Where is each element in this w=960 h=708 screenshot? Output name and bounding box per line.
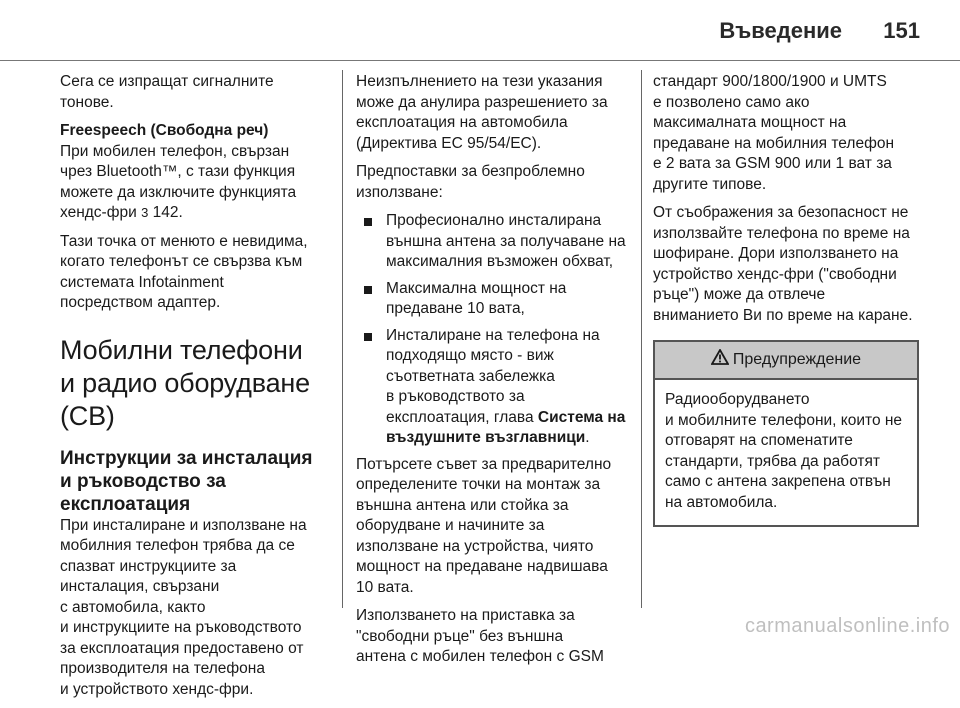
bullet-square-icon [364,333,372,341]
paragraph-mounting-advice: Потърсете съвет за предварително определените точки на монтаж за външна антена или стойка за оборудване и начините за използване на устройства, чиято мощност на предаване надвишава 10 вата. [356,455,612,596]
airbag-chapter-link[interactable]: Система на въздушните възглавници [386,408,626,446]
warning-header [655,342,917,380]
warning-triangle-icon [711,349,729,372]
paragraph-safety: От съображения за безопасност не използвайте телефона по време на шофиране. Дори използването на устройство хендс-фри ("свободни ръце") може да отвлече вниманието Ви по време на каране. [653,204,913,324]
column-2 [356,72,632,676]
warning-body: Радиооборудването и мобилните телефони, които не отговарят на споменатите стандарти, трябва да работят само с антена закрепена отвън на автомобила. [665,391,903,511]
paragraph-tones: Сега се изпращат сигналните тонове. [60,73,274,111]
bullet-square-icon [364,286,372,294]
column-3 [653,72,923,527]
list-item: Максимална мощност на предаване 10 вата, [356,279,632,320]
warning-title: Предупреждение [732,350,862,368]
paragraph-handsfree-gsm: Използването на приставка за "свободни ръце" без външна антена с мобилен телефон с GSM [356,607,604,665]
page-title: Въведение [719,18,842,43]
bullet-square-icon [364,218,372,226]
freespeech-text: При мобилен телефон, свързан чрез Bluetooth™, с тази функция можете да изключите функцията хендс-фри [60,142,297,221]
list-item: Професионално инсталирана външна антена за получаване на максималния възможен обхват, [356,211,632,273]
subsection-heading: Инструкции за инсталация и ръководство за експлоатация [60,447,313,515]
prerequisites-list [356,211,632,449]
page-number: 151 [883,18,920,43]
paragraph-installation: При инсталиране и използване на мобилния телефон трябва да се спазват инструкциите за инсталация, свързани с автомобила, както и инструкциите на ръководството за експлоатация предоставено от производителя на телефона и устройството хендс-фри. [60,516,307,698]
page-reference-number[interactable]: 142. [148,204,183,221]
paragraph-directive: Неизпълнението на тези указания може да анулира разрешението за експлоатация на автомобила (Директива ЕС 95/54/ЕС). [356,73,608,152]
page-header [0,0,960,58]
freespeech-body [60,142,332,224]
paragraph-umts: стандарт 900/1800/1900 и UMTS е позволено само ако максималната мощност на предаване на мобилния телефон е 2 вата за GSM 900 или 1 ват за другите типове. [653,73,895,193]
column-divider-2 [641,70,642,608]
header-divider [0,60,960,61]
column-1 [60,72,332,708]
column-divider-1 [342,70,343,608]
page-reference-icon[interactable]: 3 [141,205,149,220]
list-item: Инсталиране на телефона на подходящо място - виж съответната забележка в ръководството за експлоатация, глава Система на въздушните възглавници. [356,326,632,449]
paragraph-prerequisites: Предпоставки за безпроблемно използване: [356,163,585,201]
freespeech-title: Freespeech (Свободна реч) [60,122,269,139]
watermark: carmanualsonline.info [744,615,950,637]
section-heading: Мобилни телефони и радио оборудване (CB) [60,334,310,431]
warning-box [653,340,919,527]
paragraph-menu-invisible: Тази точка от менюто е невидима, когато телефонът се свързва към системата Infotainment посредством адаптер. [60,232,308,311]
